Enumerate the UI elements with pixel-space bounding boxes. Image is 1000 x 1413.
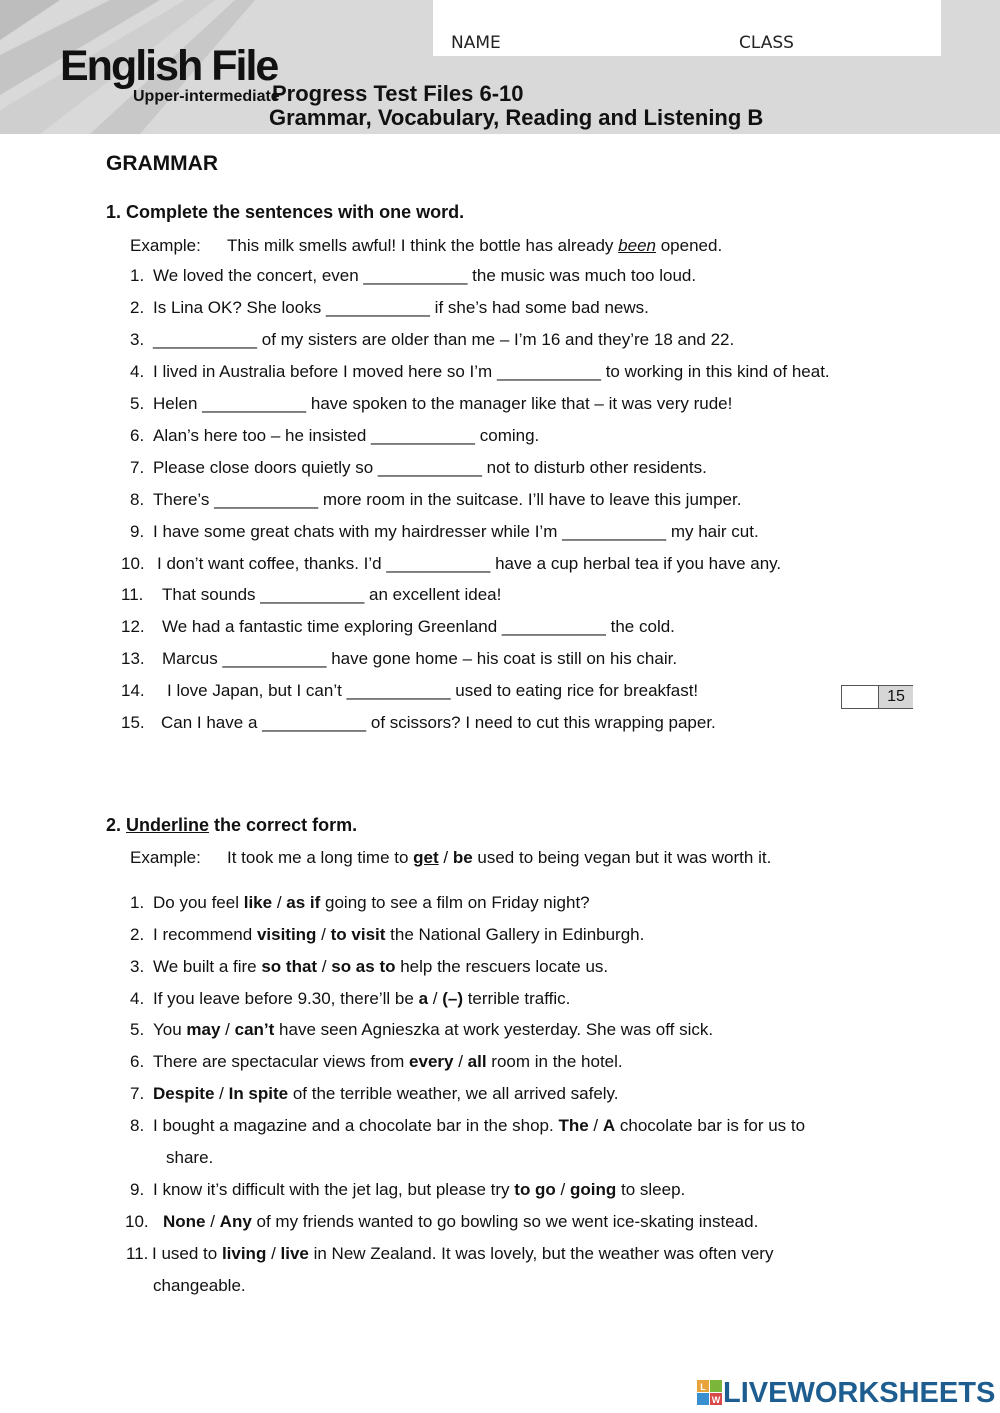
item-text-after: not to disturb other residents. bbox=[481, 458, 707, 477]
item-text bbox=[167, 681, 698, 701]
item-number: 7. bbox=[130, 1084, 145, 1103]
option-2[interactable]: all bbox=[467, 1052, 487, 1071]
item-text bbox=[153, 266, 696, 286]
answer-blank[interactable]: ___________ bbox=[262, 713, 367, 732]
item-text-after: the music was much too loud. bbox=[467, 266, 697, 285]
class-label: CLASS bbox=[739, 33, 794, 53]
answer-blank[interactable]: ___________ bbox=[202, 394, 307, 413]
item-text-before: I lived in Australia before I moved here so I’m bbox=[153, 362, 497, 381]
item-text-before: I have some great chats with my hairdresser while I’m bbox=[153, 522, 563, 541]
option-separator: / bbox=[220, 1020, 235, 1039]
item-text-after: of my friends wanted to go bowling so we went ice-skating instead. bbox=[251, 1212, 759, 1231]
option-1[interactable]: living bbox=[221, 1244, 267, 1263]
item-text-after: terrible traffic. bbox=[462, 989, 571, 1008]
task1-item bbox=[130, 266, 697, 286]
test-title-line1: Progress Test Files 6-10 bbox=[272, 81, 524, 106]
option-separator: / bbox=[588, 1116, 603, 1135]
item-text-before: Helen bbox=[153, 394, 203, 413]
item-text-after: have a cup herbal tea if you have any. bbox=[490, 554, 782, 573]
example2-sep: / bbox=[438, 848, 453, 867]
svg-text:L: L bbox=[700, 1382, 706, 1392]
score-input[interactable] bbox=[842, 686, 878, 708]
item-number: 4. bbox=[130, 362, 145, 381]
option-separator: / bbox=[214, 1084, 229, 1103]
item-number: 13. bbox=[121, 649, 145, 668]
example2-opt2: be bbox=[452, 848, 473, 867]
item-number: 2. bbox=[130, 298, 145, 317]
item-text-after: have spoken to the manager like that – it was very rude! bbox=[306, 394, 733, 413]
svg-text:W: W bbox=[711, 1395, 721, 1405]
task1-item bbox=[130, 394, 733, 414]
item-number: 5. bbox=[130, 1020, 145, 1039]
task2-item bbox=[130, 1052, 623, 1072]
option-2[interactable]: going bbox=[570, 1180, 617, 1199]
logo-title: English File bbox=[60, 42, 278, 90]
task1-example bbox=[130, 236, 722, 256]
section-title: GRAMMAR bbox=[106, 152, 218, 175]
task2-item bbox=[130, 893, 590, 913]
item-text-after: to sleep. bbox=[616, 1180, 686, 1199]
item-text-before: There’s bbox=[153, 490, 215, 509]
task1-item bbox=[130, 490, 742, 510]
item-text-after: more room in the suitcase. I’ll have to leave this jumper. bbox=[318, 490, 742, 509]
item-text-after: going to see a film on Friday night? bbox=[320, 893, 590, 912]
answer-blank[interactable]: ___________ bbox=[222, 649, 327, 668]
item-text bbox=[153, 1084, 619, 1104]
option-2[interactable]: to visit bbox=[330, 925, 386, 944]
item-number: 9. bbox=[130, 1180, 145, 1199]
task1-item bbox=[121, 617, 675, 637]
option-1[interactable]: every bbox=[409, 1052, 454, 1071]
option-1[interactable]: to go bbox=[514, 1180, 556, 1199]
answer-blank[interactable]: ___________ bbox=[371, 426, 476, 445]
item-text-after: my hair cut. bbox=[666, 522, 759, 541]
item-text-before: Marcus bbox=[162, 649, 223, 668]
logo-subtitle: Upper-intermediate bbox=[133, 88, 280, 105]
option-2[interactable]: In spite bbox=[228, 1084, 289, 1103]
option-1[interactable]: may bbox=[186, 1020, 221, 1039]
option-1[interactable]: a bbox=[418, 989, 429, 1008]
name-label: NAME bbox=[451, 33, 501, 53]
item-number: 1. bbox=[130, 266, 145, 285]
task2-item bbox=[130, 925, 645, 945]
task1-heading bbox=[106, 202, 464, 223]
liveworksheets-text: LIVEWORKSHEETS bbox=[723, 1376, 996, 1409]
item-text-after: of the terrible weather, we all arrived safely. bbox=[288, 1084, 619, 1103]
option-separator: / bbox=[266, 1244, 281, 1263]
item-text-after: an excellent idea! bbox=[364, 585, 502, 604]
example2-label: Example: bbox=[130, 848, 201, 867]
example2-before: It took me a long time to bbox=[227, 848, 414, 867]
answer-blank[interactable]: ___________ bbox=[496, 362, 601, 381]
item-text-after: used to eating rice for breakfast! bbox=[450, 681, 699, 700]
task2-item bbox=[126, 1244, 774, 1264]
option-separator: / bbox=[555, 1180, 570, 1199]
task1-heading-text: Complete the sentences with one word. bbox=[126, 202, 465, 222]
task2-item bbox=[125, 1212, 759, 1232]
item-text-before: Can I have a bbox=[161, 713, 263, 732]
task1-item bbox=[121, 585, 502, 605]
item-text bbox=[153, 1020, 713, 1040]
item-text-before: I love Japan, but I can’t bbox=[167, 681, 347, 700]
item-text-before: Do you feel bbox=[153, 893, 244, 912]
item-text-before: I know it’s difficult with the jet lag, but please try bbox=[153, 1180, 515, 1199]
item-text bbox=[152, 1244, 773, 1264]
item-number: 6. bbox=[130, 426, 145, 445]
task2-number: 2. bbox=[106, 815, 122, 835]
option-2[interactable]: (–) bbox=[442, 989, 463, 1008]
answer-blank[interactable]: ___________ bbox=[346, 681, 451, 700]
example2-opt1: get bbox=[413, 848, 439, 867]
item-text-after: the cold. bbox=[605, 617, 675, 636]
option-1[interactable]: visiting bbox=[256, 925, 317, 944]
item-text-after: have gone home – his coat is still on his chair. bbox=[326, 649, 678, 668]
task2-item bbox=[130, 957, 609, 977]
item-number: 3. bbox=[130, 957, 145, 976]
item-text-after: coming. bbox=[475, 426, 540, 445]
task2-item bbox=[130, 1084, 619, 1104]
item-text-before: Alan’s here too – he insisted bbox=[153, 426, 371, 445]
item-text bbox=[153, 893, 590, 913]
item-number: 3. bbox=[130, 330, 145, 349]
option-separator: / bbox=[453, 1052, 468, 1071]
item-number: 10. bbox=[121, 554, 145, 573]
answer-blank[interactable]: ___________ bbox=[363, 266, 468, 285]
item-continuation: share. bbox=[166, 1148, 214, 1167]
task1-item bbox=[130, 362, 830, 382]
example2-after: used to being vegan but it was worth it. bbox=[472, 848, 772, 867]
item-text-before: Is Lina OK? She looks bbox=[153, 298, 326, 317]
item-text bbox=[153, 394, 732, 414]
task1-item bbox=[130, 330, 735, 350]
task2-heading-rest: the correct form. bbox=[209, 815, 358, 835]
item-text bbox=[153, 362, 830, 382]
item-number: 5. bbox=[130, 394, 145, 413]
task1-number: 1. bbox=[106, 202, 122, 222]
task1-item bbox=[130, 522, 759, 542]
example-after: opened. bbox=[656, 236, 723, 255]
answer-blank[interactable]: ___________ bbox=[386, 554, 491, 573]
item-number: 10. bbox=[125, 1212, 149, 1231]
item-text bbox=[153, 1052, 623, 1072]
item-text-before: I used to bbox=[152, 1244, 222, 1263]
task2-item bbox=[130, 1020, 714, 1040]
answer-blank[interactable]: ___________ bbox=[501, 617, 606, 636]
option-1[interactable]: The bbox=[558, 1116, 589, 1135]
task1-item bbox=[121, 713, 716, 733]
liveworksheets-badge-icon bbox=[697, 1380, 723, 1406]
answer-blank[interactable]: ___________ bbox=[153, 330, 258, 349]
answer-blank[interactable]: ___________ bbox=[562, 522, 667, 541]
task1-item bbox=[130, 426, 540, 446]
item-number: 8. bbox=[130, 490, 145, 509]
item-number: 1. bbox=[130, 893, 145, 912]
item-number: 11. bbox=[126, 1244, 149, 1263]
item-text bbox=[153, 957, 608, 977]
item-text-after: if she’s had some bad news. bbox=[429, 298, 649, 317]
item-text bbox=[153, 925, 644, 945]
item-text-after: of scissors? I need to cut this wrapping paper. bbox=[366, 713, 716, 732]
item-text bbox=[163, 1212, 758, 1232]
item-number: 7. bbox=[130, 458, 145, 477]
test-title bbox=[269, 81, 764, 130]
option-separator: / bbox=[317, 957, 332, 976]
option-2[interactable]: A bbox=[602, 1116, 616, 1135]
item-text-after: room in the hotel. bbox=[486, 1052, 623, 1071]
item-text bbox=[153, 1116, 805, 1136]
score-total: 15 bbox=[878, 686, 913, 708]
item-text-before: I recommend bbox=[153, 925, 257, 944]
option-1[interactable]: like bbox=[243, 893, 273, 912]
item-text-after: the National Gallery in Edinburgh. bbox=[385, 925, 645, 944]
test-title-line2: Grammar, Vocabulary, Reading and Listening B bbox=[269, 105, 764, 130]
option-2[interactable]: Any bbox=[219, 1212, 252, 1231]
item-text-after: in New Zealand. It was lovely, but the weather was often very bbox=[308, 1244, 774, 1263]
score-box bbox=[841, 685, 913, 709]
task1-item bbox=[130, 458, 707, 478]
item-number: 9. bbox=[130, 522, 145, 541]
example-before: This milk smells awful! I think the bottle has already bbox=[227, 236, 619, 255]
item-number: 15. bbox=[121, 713, 145, 732]
task1-item bbox=[121, 649, 678, 669]
item-text bbox=[153, 1180, 685, 1200]
option-separator: / bbox=[316, 925, 331, 944]
item-text-before: I bought a magazine and a chocolate bar in the shop. bbox=[153, 1116, 559, 1135]
item-text-before: There are spectacular views from bbox=[153, 1052, 410, 1071]
item-text-before: We built a fire bbox=[153, 957, 262, 976]
item-text bbox=[161, 713, 716, 733]
item-text bbox=[153, 490, 741, 510]
item-text bbox=[162, 649, 677, 669]
option-2[interactable]: live bbox=[280, 1244, 309, 1263]
item-text-before: That sounds bbox=[162, 585, 261, 604]
item-text-before: Please close doors quietly so bbox=[153, 458, 378, 477]
task2-item bbox=[130, 989, 571, 1009]
item-text bbox=[162, 585, 501, 605]
answer-blank[interactable]: ___________ bbox=[260, 585, 365, 604]
option-2[interactable]: so as to bbox=[331, 957, 396, 976]
item-text-before: I don’t want coffee, thanks. I’d bbox=[157, 554, 387, 573]
item-text bbox=[153, 522, 759, 542]
item-text bbox=[157, 554, 781, 574]
option-separator: / bbox=[428, 989, 443, 1008]
item-text-after: of my sisters are older than me – I’m 16 and they’re 18 and 22. bbox=[257, 330, 735, 349]
item-text-after: have seen Agnieszka at work yesterday. She was off sick. bbox=[274, 1020, 714, 1039]
item-text-after: to working in this kind of heat. bbox=[600, 362, 830, 381]
option-separator: / bbox=[272, 893, 287, 912]
task2-heading-underlined: Underline bbox=[126, 815, 210, 835]
page-header bbox=[0, 0, 1000, 134]
item-number: 11. bbox=[121, 585, 144, 604]
item-text-after: help the rescuers locate us. bbox=[395, 957, 609, 976]
example-answer: been bbox=[618, 236, 656, 255]
item-number: 12. bbox=[121, 617, 145, 636]
item-number: 14. bbox=[121, 681, 145, 700]
item-text-before: You bbox=[153, 1020, 187, 1039]
item-text-before: We loved the concert, even bbox=[153, 266, 364, 285]
item-text bbox=[153, 298, 649, 318]
answer-blank[interactable]: ___________ bbox=[214, 490, 319, 509]
item-text bbox=[153, 458, 707, 478]
option-1[interactable]: None bbox=[163, 1212, 206, 1231]
task2-heading bbox=[106, 815, 357, 836]
liveworksheets-logo[interactable] bbox=[697, 1376, 995, 1410]
task2-example bbox=[130, 848, 771, 868]
option-separator: / bbox=[205, 1212, 220, 1231]
task2-item bbox=[130, 1180, 686, 1200]
task2-item bbox=[130, 1116, 806, 1136]
item-text-after: chocolate bar is for us to bbox=[615, 1116, 806, 1135]
item-text bbox=[162, 617, 675, 637]
item-number: 4. bbox=[130, 989, 145, 1008]
item-number: 6. bbox=[130, 1052, 145, 1071]
item-continuation: changeable. bbox=[153, 1276, 246, 1295]
answer-blank[interactable]: ___________ bbox=[325, 298, 430, 317]
item-text bbox=[153, 989, 570, 1009]
item-text-before: We had a fantastic time exploring Greenland bbox=[162, 617, 502, 636]
option-1[interactable]: so that bbox=[261, 957, 318, 976]
item-text bbox=[153, 426, 539, 446]
item-text bbox=[153, 330, 734, 350]
option-2[interactable]: can’t bbox=[234, 1020, 275, 1039]
task1-item bbox=[130, 298, 649, 318]
item-number: 8. bbox=[130, 1116, 145, 1135]
item-number: 2. bbox=[130, 925, 145, 944]
option-1[interactable]: Despite bbox=[153, 1084, 215, 1103]
task1-item bbox=[121, 681, 699, 701]
example-label: Example: bbox=[130, 236, 201, 255]
task1-item bbox=[121, 554, 782, 574]
answer-blank[interactable]: ___________ bbox=[377, 458, 482, 477]
name-class-box bbox=[433, 0, 941, 56]
option-2[interactable]: as if bbox=[286, 893, 321, 912]
item-text-before: If you leave before 9.30, there’ll be bbox=[153, 989, 419, 1008]
